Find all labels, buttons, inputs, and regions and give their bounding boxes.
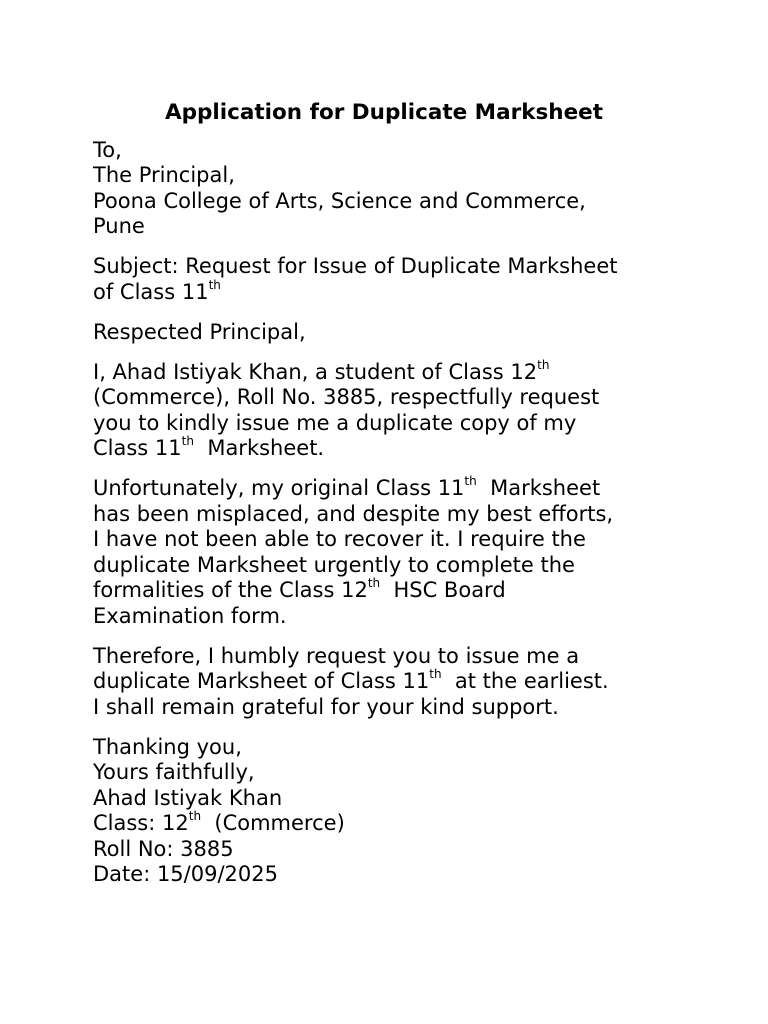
paragraph-text: Marksheet. <box>193 436 325 460</box>
paragraph-line: you to kindly issue me a duplicate copy of my <box>93 410 577 435</box>
paragraph-line: I shall remain grateful for your kind support. <box>93 694 559 719</box>
subject-text: of Class 11 <box>93 279 209 304</box>
address-block <box>93 138 693 240</box>
paragraph-line: duplicate Marksheet urgently to complete the <box>93 552 575 577</box>
closing-block <box>93 735 693 888</box>
sender-roll: Roll No: 3885 <box>93 836 234 861</box>
salutation <box>93 320 693 346</box>
paragraph-line: I have not been able to recover it. I require the <box>93 527 586 551</box>
paragraph-2 <box>93 476 693 629</box>
subject-line-2 <box>93 277 693 306</box>
sender-class <box>93 811 693 837</box>
salutation-text: Respected Principal, <box>93 319 306 344</box>
paragraph-1 <box>93 357 693 462</box>
paragraph-line: Examination form. <box>93 603 287 628</box>
letter-date: Date: 15/09/2025 <box>93 862 278 886</box>
closing-thanks: Thanking you, <box>93 734 242 759</box>
paragraph-line: (Commerce), Roll No. 3885, respectfully request <box>93 385 600 409</box>
paragraph-line: Therefore, I humbly request you to issue me a <box>93 643 580 668</box>
paragraph-text: Unfortunately, my original Class 11 <box>93 476 465 500</box>
paragraph-line <box>93 357 693 386</box>
paragraph-line <box>93 476 693 502</box>
ordinal-suffix: th <box>537 357 550 372</box>
paragraph-text: duplicate Marksheet of Class 11 <box>93 669 430 693</box>
paragraph-3 <box>93 644 693 721</box>
sender-name: Ahad Istiyak Khan <box>93 785 283 810</box>
ordinal-suffix: th <box>429 667 442 681</box>
paragraph-text: HSC Board <box>380 578 506 602</box>
paragraph-text: at the earliest. <box>441 669 609 693</box>
document-title: Application for Duplicate Marksheet <box>164 100 604 125</box>
paragraph-text: I, Ahad Istiyak Khan, a student of Class 12 <box>93 359 538 384</box>
address-institution: Poona College of Arts, Science and Commerce, <box>93 188 586 213</box>
paragraph-text: formalities of the Class 12 <box>93 578 368 602</box>
paragraph-text: Class 11 <box>93 436 182 460</box>
ordinal-suffix: th <box>464 474 477 488</box>
ordinal-suffix: th <box>367 576 381 590</box>
subject-block <box>93 254 693 305</box>
address-to: To, <box>93 137 122 162</box>
subject-line-1: Subject: Request for Issue of Duplicate Marksheet <box>93 254 618 278</box>
ordinal-suffix: th <box>208 277 221 292</box>
sender-class-stream: (Commerce) <box>201 811 345 835</box>
paragraph-line <box>93 578 693 604</box>
address-recipient: The Principal, <box>93 163 235 187</box>
closing-yours: Yours faithfully, <box>93 760 255 784</box>
ordinal-suffix: th <box>181 434 194 448</box>
paragraph-line <box>93 436 693 462</box>
address-city: Pune <box>93 214 145 238</box>
ordinal-suffix: th <box>188 809 202 823</box>
paragraph-text: Marksheet <box>476 476 601 500</box>
paragraph-line <box>93 669 693 695</box>
paragraph-line: has been misplaced, and despite my best efforts, <box>93 501 614 526</box>
sender-class-text: Class: 12 <box>93 811 189 835</box>
letter-document <box>93 100 693 902</box>
